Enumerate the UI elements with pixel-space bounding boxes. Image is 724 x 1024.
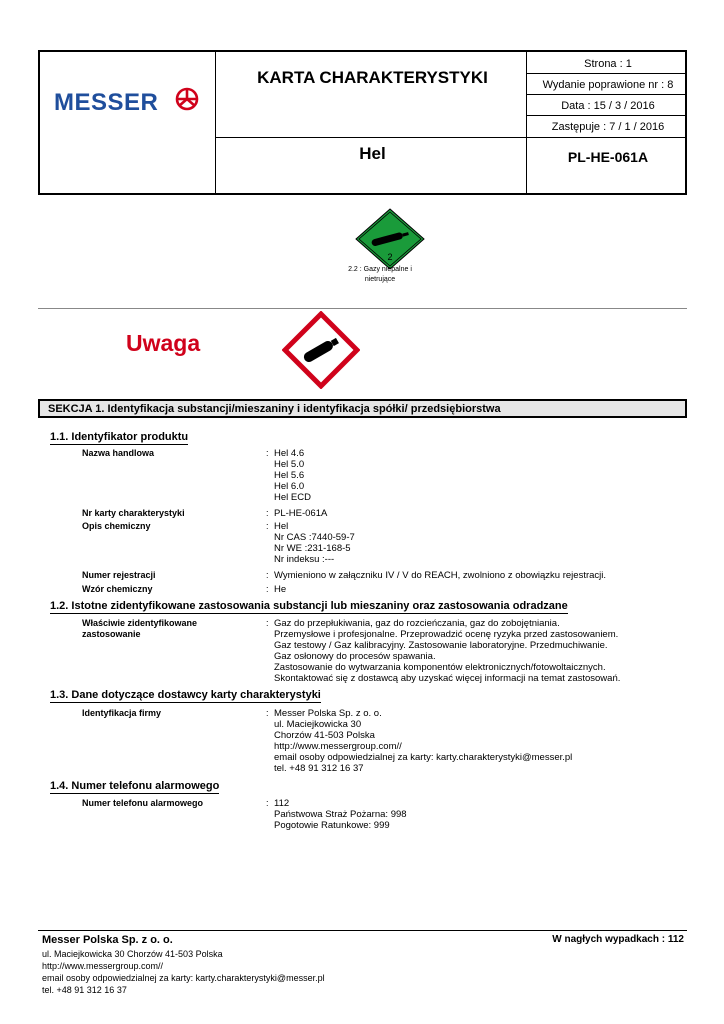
colon: : [266,618,269,628]
subsection-1-4-title: 1.4. Numer telefonu alarmowego [50,780,220,792]
chemical-description-item: Nr indeksu :--- [274,554,335,565]
signal-word: Uwaga [126,330,201,356]
sds-number-value: PL-HE-061A [274,508,328,519]
chemical-formula-label: Wzór chemiczny [82,584,153,594]
emergency-number: Państwowa Straż Pożarna: 998 [274,809,407,820]
header-divider [526,73,685,74]
use-item: Skontaktować się z dostawcą aby uzyskać więcej informacji na temat zastosowań. [274,673,621,684]
trade-name-item: Hel 5.6 [274,470,305,481]
company-line: ul. Maciejkowicka 30 [274,719,362,730]
identified-uses-label: Właściwie zidentyfikowane zastosowanie [82,618,198,639]
emergency-number: Pogotowie Ratunkowe: 999 [274,820,390,831]
colon: : [266,508,269,518]
footer-company-name: Messer Polska Sp. z o. o. [42,934,173,946]
document-title: KARTA CHARAKTERYSTYKI [257,68,488,87]
use-item: Gaz osłonowy do procesów spawania. [274,651,436,662]
use-item: Gaz testowy / Gaz kalibracyjny. Zastosowanie laboratoryjne. Przedmuchiwanie. [274,640,608,651]
company-line: Chorzów 41-503 Polska [274,730,375,741]
svg-text:MESSER: MESSER [54,89,159,116]
chemical-description-item: Hel [274,521,289,532]
footer-emergency-number: W nagłych wypadkach : 112 [552,934,684,945]
transport-label-caption: 2.2 : Gazy niepalne i nietrujące [348,266,412,283]
chemical-description-item: Nr CAS :7440-59-7 [274,532,355,543]
document-header [38,50,687,195]
footer-email-link[interactable]: email osoby odpowiedzialnej za karty: karty.charakterystyki@messer.pl [42,973,325,983]
section-1-heading: SEKCJA 1. Identyfikacja substancji/mieszaniny i identyfikacja spółki/ przedsiębiorstwa [38,399,687,418]
emergency-phone-values [274,798,407,831]
revision-date: Data : 15 / 3 / 2016 [561,100,655,112]
divider [38,308,687,309]
colon: : [266,708,269,718]
chemical-description-values [274,521,355,565]
supersedes-date: Zastępuje : 7 / 1 / 2016 [551,121,665,133]
company-website-link[interactable]: http://www.messergroup.com// [274,741,402,752]
chemical-formula-value: He [274,584,287,595]
trade-name-item: Hel 4.6 [274,448,305,459]
ghs04-gas-cylinder-pictogram [282,311,360,389]
footer-divider [38,930,687,931]
header-divider [526,115,685,116]
colon: : [266,584,269,594]
registration-number-label: Numer rejestracji [82,570,156,580]
company-phone: tel. +48 91 312 16 37 [274,763,364,774]
colon: : [266,798,269,808]
header-divider [215,52,216,193]
emergency-phone-label: Numer telefonu alarmowego [82,798,204,808]
trade-name-label: Nazwa handlowa [82,448,155,458]
header-divider [215,137,685,138]
product-code: PL-HE-061A [567,149,649,165]
trade-name-item: Hel ECD [274,492,311,503]
emergency-number: 112 [274,798,290,809]
footer-address [42,948,325,996]
sds-number-label: Nr karty charakterystyki [82,508,185,518]
company-email-link[interactable]: email osoby odpowiedzialnej za karty: karty.charakterystyki@messer.pl [274,752,573,763]
identified-uses-values [274,618,620,684]
subsection-1-2-title: 1.2. Istotne zidentyfikowane zastosowania substancji lub mieszaniny oraz zastosowania odradzane [50,600,568,612]
footer-phone: tel. +48 91 312 16 37 [42,985,127,995]
page-number: Strona : 1 [584,58,632,70]
company-identification-values [274,708,572,774]
use-item: Gaz do przepłukiwania, gaz do rozcieńczania, gaz do zobojętniania. [274,618,560,629]
transport-label-icon [355,208,425,270]
colon: : [266,570,269,580]
subsection-1-3-title: 1.3. Dane dotyczące dostawcy karty charakterystyki [50,689,321,701]
trade-name-values [274,448,311,503]
trade-name-item: Hel 6.0 [274,481,305,492]
registration-number-value: Wymieniono w załączniku IV / V do REACH, zwolniono z obowiązku rejestracji. [274,570,607,581]
trade-name-item: Hel 5.0 [274,459,305,470]
messer-logo [54,80,204,120]
revision-number: Wydanie poprawione nr : 8 [542,79,674,91]
colon: : [266,521,269,531]
footer-website-link[interactable]: http://www.messergroup.com// [42,961,164,971]
svg-text:2: 2 [387,252,393,262]
chemical-description-item: Nr WE :231-168-5 [274,543,351,554]
header-divider [526,94,685,95]
footer-address-line: ul. Maciejkowicka 30 Chorzów 41-503 Polska [42,949,223,959]
messer-logo-icon [176,89,198,109]
use-item: Zastosowanie do wytwarzania komponentów elektronicznych/fotowoltaicznych. [274,662,606,673]
colon: : [266,448,269,458]
subsection-1-1-title: 1.1. Identyfikator produktu [50,431,189,443]
product-name: Hel [359,144,386,163]
company-identification-label: Identyfikacja firmy [82,708,162,718]
use-item: Przemysłowe i profesjonalne. Przeprowadzić ocenę ryzyka przed zastosowaniem. [274,629,619,640]
company-line: Messer Polska Sp. z o. o. [274,708,382,719]
chemical-description-label: Opis chemiczny [82,521,151,531]
